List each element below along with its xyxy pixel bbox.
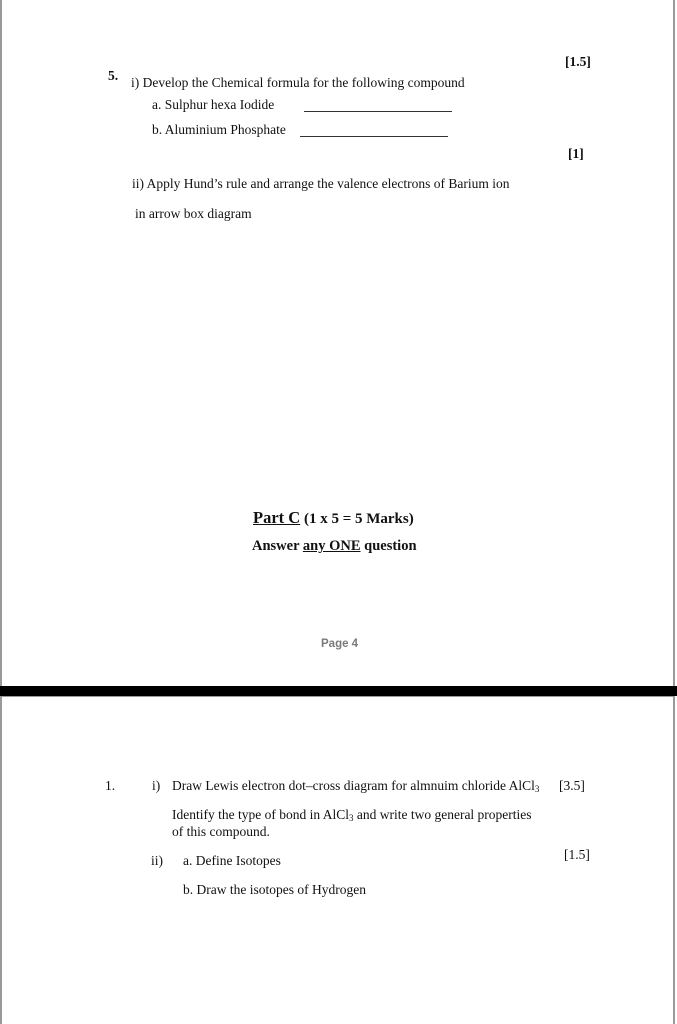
instruction-post: question bbox=[364, 538, 417, 554]
q1-part-i-main: Draw Lewis electron dot–cross diagram for almnuim chloride AlCl bbox=[172, 778, 535, 793]
q1-marks-ii: [1.5] bbox=[564, 847, 590, 862]
page-separator bbox=[0, 686, 677, 696]
q5-part-i: i) Develop the Chemical formula for the following compound bbox=[131, 75, 465, 90]
q5-marks-i: [1.5] bbox=[565, 54, 591, 69]
q1-part-ii-a: a. Define Isotopes bbox=[183, 853, 281, 868]
page-number: Page 4 bbox=[321, 638, 359, 650]
q1-part-i-text bbox=[172, 778, 539, 794]
exam-page-5 bbox=[0, 696, 675, 1024]
q5-part-ii-line2: in arrow box diagram bbox=[135, 206, 252, 221]
q5-item-a: a. Sulphur hexa Iodide bbox=[152, 97, 275, 112]
identify-post: and write two general properties bbox=[353, 807, 532, 822]
q5-item-b: b. Aluminium Phosphate bbox=[152, 122, 286, 137]
q1-part-ii-label: ii) bbox=[151, 853, 163, 868]
q1-marks-i: [3.5] bbox=[559, 778, 585, 793]
part-c-heading bbox=[253, 508, 414, 528]
q1-identify-line1 bbox=[172, 807, 532, 823]
q5-number: 5. bbox=[108, 68, 119, 83]
answer-line-a bbox=[304, 111, 452, 112]
q1-part-i-sub: 3 bbox=[534, 784, 540, 794]
q1-part-ii-b: b. Draw the isotopes of Hydrogen bbox=[183, 882, 366, 897]
part-c-title: Part C bbox=[253, 508, 301, 527]
identify-sub: 3 bbox=[348, 813, 354, 823]
answer-line-b bbox=[300, 136, 448, 137]
q5-marks-ii: [1] bbox=[568, 146, 584, 161]
q1-identify-line2: of this compound. bbox=[172, 824, 270, 839]
instruction-pre: Answer bbox=[252, 538, 300, 554]
q5-part-ii-line1: ii) Apply Hund’s rule and arrange the valence electrons of Barium ion bbox=[132, 176, 510, 191]
identify-pre: Identify the type of bond in AlCl bbox=[172, 807, 349, 822]
instruction-emphasis: any ONE bbox=[302, 538, 361, 554]
part-c-marks: (1 x 5 = 5 Marks) bbox=[303, 511, 414, 527]
part-c-instruction bbox=[252, 538, 417, 555]
q1-part-i-label: i) bbox=[152, 778, 161, 793]
q1-number: 1. bbox=[105, 778, 116, 793]
